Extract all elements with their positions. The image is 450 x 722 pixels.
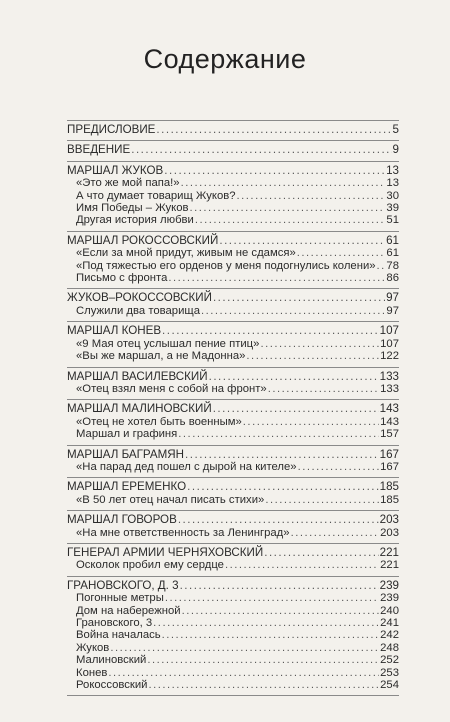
toc-subentry: [67, 247, 399, 259]
entry-title: МАРШАЛ БАГРАМЯН: [67, 447, 185, 461]
dot-leader: [268, 383, 379, 395]
page-number: 221: [379, 545, 399, 559]
toc-subentry: [67, 642, 399, 654]
entry-title: МАРШАЛ ГОВОРОВ: [67, 513, 177, 527]
dot-leader: [180, 580, 379, 592]
page-title: Содержание: [143, 44, 307, 74]
dot-leader: [265, 494, 379, 506]
toc-subentry: [67, 654, 399, 666]
page-number: 5: [392, 123, 399, 136]
toc-subentry: [67, 272, 399, 284]
dot-leader: [131, 144, 391, 156]
toc-section: [67, 577, 399, 697]
entry-title: «На парад дед пошел с дырой на кителе»: [76, 460, 297, 473]
dot-leader: [377, 260, 386, 272]
page-number: 167: [379, 447, 399, 461]
table-of-contents: [67, 120, 399, 696]
entry-title: «Отец взял меня с собой на фронт»: [76, 382, 267, 395]
dot-leader: [260, 338, 379, 350]
dot-leader: [297, 247, 386, 259]
toc-subentry: [67, 605, 399, 617]
page-number: 61: [386, 247, 399, 260]
toc-section-entry: [67, 403, 399, 415]
toc-section: [67, 232, 399, 290]
entry-title: Конев: [76, 666, 108, 679]
entry-title: А что думает товарищ Жуков?: [76, 189, 236, 202]
entry-title: Другая история любви: [76, 214, 194, 227]
entry-title: Осколок пробил ему сердце: [76, 559, 224, 572]
entry-title: Служили два товарища: [76, 304, 200, 317]
dot-leader: [110, 642, 379, 654]
entry-title: Жуков: [76, 641, 110, 654]
dot-leader: [237, 190, 386, 202]
toc-section: [67, 120, 399, 141]
page-number: 239: [380, 592, 399, 605]
toc-subentry: [67, 461, 399, 473]
entry-title: «Если за мной придут, живым не сдамся»: [76, 247, 296, 260]
toc-subentry: [67, 527, 399, 539]
entry-title: МАРШАЛ ЖУКОВ: [67, 163, 164, 177]
page-number: 248: [380, 641, 399, 654]
dot-leader: [225, 559, 379, 571]
page-number: 203: [380, 526, 399, 539]
toc-subentry: [67, 679, 399, 691]
dot-leader: [298, 461, 380, 473]
page-number: 122: [380, 350, 399, 363]
page-number: 240: [380, 604, 399, 617]
toc-section-entry: [67, 292, 399, 304]
dot-leader: [219, 235, 385, 247]
entry-title: МАРШАЛ РОКОССОВСКИЙ: [67, 233, 219, 247]
page-number: 107: [380, 337, 399, 350]
page-number: 241: [380, 617, 399, 629]
page-number: 13: [386, 163, 399, 177]
dot-leader: [178, 514, 379, 526]
dot-leader: [162, 629, 380, 641]
dot-leader: [201, 305, 385, 317]
dot-leader: [190, 202, 386, 214]
toc-section: [67, 322, 399, 367]
page-number: 107: [379, 324, 399, 338]
toc-subentry: [67, 260, 399, 272]
page-number: 143: [379, 402, 399, 416]
page-number: 252: [380, 654, 399, 667]
entry-title: МАРШАЛ КОНЕВ: [67, 324, 162, 338]
page-number: 133: [380, 382, 399, 395]
toc-subentry: [67, 338, 399, 350]
page-number: 143: [380, 415, 399, 428]
entry-title: «В 50 лет отец начал писать стихи»: [76, 493, 265, 506]
page-number: 86: [386, 272, 399, 285]
toc-section: [67, 162, 399, 232]
entry-title: «На мне ответственность за Ленинград»: [76, 526, 290, 539]
entry-title: Война началась: [76, 629, 161, 642]
toc-section-entry: [67, 124, 399, 136]
toc-subentry: [67, 559, 399, 571]
page-number: 51: [386, 214, 399, 227]
toc-subentry: [67, 428, 399, 440]
toc-section: [67, 141, 399, 161]
entry-title: МАРШАЛ ВАСИЛЕВСКИЙ: [67, 369, 208, 383]
toc-section: [67, 478, 399, 511]
page-number: 13: [386, 177, 399, 190]
toc-subentry: [67, 202, 399, 214]
entry-title: Маршал и графиня: [76, 428, 178, 441]
dot-leader: [156, 124, 391, 136]
dot-leader: [162, 325, 379, 337]
toc-subentry: [67, 305, 399, 317]
page-number: 157: [380, 428, 399, 441]
toc-section: [67, 511, 399, 544]
toc-section-entry: [67, 514, 399, 526]
toc-section: [67, 446, 399, 479]
page-number: 239: [379, 578, 399, 592]
dot-leader: [291, 527, 380, 539]
page-number: 254: [380, 679, 399, 692]
dot-leader: [165, 592, 379, 604]
toc-subentry: [67, 190, 399, 202]
page-number: 253: [380, 666, 399, 679]
toc-subentry: [67, 214, 399, 226]
toc-subentry: [67, 494, 399, 506]
dot-leader: [187, 481, 378, 493]
dot-leader: [168, 272, 385, 284]
entry-title: Письмо с фронта: [76, 272, 168, 285]
entry-title: ГРАНОВСКОГО, Д. 3: [67, 578, 179, 592]
entry-title: «Под тяжестью его орденов у меня подогнулись колени»: [76, 259, 376, 272]
toc-section-entry: [67, 580, 399, 592]
dot-leader: [164, 165, 385, 177]
entry-title: ВВЕДЕНИЕ: [67, 143, 131, 157]
toc-subentry: [67, 177, 399, 189]
toc-section-entry: [67, 547, 399, 559]
dot-leader: [243, 416, 379, 428]
toc-section-entry: [67, 371, 399, 383]
page-number: 78: [386, 259, 399, 272]
entry-title: МАРШАЛ ЕРЕМЕНКО: [67, 480, 187, 494]
toc-section-entry: [67, 481, 399, 493]
toc-section: [67, 544, 399, 577]
toc-subentry: [67, 592, 399, 604]
dot-leader: [182, 605, 380, 617]
entry-title: Погонные метры: [76, 592, 164, 605]
page-number: 185: [380, 493, 399, 506]
toc-subentry: [67, 416, 399, 428]
page-number: 221: [380, 559, 399, 572]
dot-leader: [264, 547, 378, 559]
entry-title: Дом на набережной: [76, 604, 181, 617]
page-number: 30: [386, 189, 399, 202]
page-number: 97: [386, 304, 399, 317]
page-number: 185: [379, 480, 399, 494]
toc-section-entry: [67, 165, 399, 177]
toc-section-entry: [67, 449, 399, 461]
toc-subentry: [67, 629, 399, 641]
entry-title: Грановского, 3: [76, 617, 153, 629]
entry-title: ПРЕДИСЛОВИЕ: [67, 123, 156, 136]
dot-leader: [108, 667, 379, 679]
entry-title: Имя Победы – Жуков: [76, 202, 189, 215]
entry-title: Малиновский: [76, 654, 147, 667]
toc-section: [67, 368, 399, 401]
toc-subentry: [67, 350, 399, 362]
page-number: 39: [386, 202, 399, 215]
entry-title: Рокоссовский: [76, 679, 148, 692]
dot-leader: [213, 292, 385, 304]
page-number: 97: [386, 291, 399, 305]
dot-leader: [209, 371, 379, 383]
toc-section: [67, 289, 399, 322]
page-number: 167: [380, 460, 399, 473]
page-number: 242: [380, 629, 399, 642]
entry-title: «Это же мой папа!»: [76, 177, 180, 190]
dot-leader: [185, 449, 379, 461]
page-number: 203: [379, 513, 399, 527]
toc-section-entry: [67, 325, 399, 337]
page-number: 133: [379, 369, 399, 383]
dot-leader: [178, 428, 379, 440]
entry-title: ЖУКОВ–РОКОССОВСКИЙ: [67, 291, 212, 305]
toc-subentry: [67, 667, 399, 679]
toc-section-entry: [67, 144, 399, 156]
toc-subentry: [67, 383, 399, 395]
entry-title: МАРШАЛ МАЛИНОВСКИЙ: [67, 402, 212, 416]
dot-leader: [153, 617, 379, 629]
toc-subentry: [67, 617, 399, 629]
entry-title: «Вы же маршал, а не Мадонна»: [76, 350, 246, 363]
toc-section-entry: [67, 235, 399, 247]
dot-leader: [213, 403, 379, 415]
dot-leader: [181, 177, 386, 189]
dot-leader: [148, 679, 379, 691]
dot-leader: [246, 350, 379, 362]
page-number: 9: [392, 143, 399, 157]
entry-title: «9 Мая отец услышал пение птиц»: [76, 337, 260, 350]
entry-title: «Отец не хотел быть военным»: [76, 415, 242, 428]
page-number: 61: [386, 233, 399, 247]
dot-leader: [147, 654, 379, 666]
entry-title: ГЕНЕРАЛ АРМИИ ЧЕРНЯХОВСКИЙ: [67, 545, 264, 559]
dot-leader: [195, 214, 386, 226]
toc-section: [67, 400, 399, 445]
